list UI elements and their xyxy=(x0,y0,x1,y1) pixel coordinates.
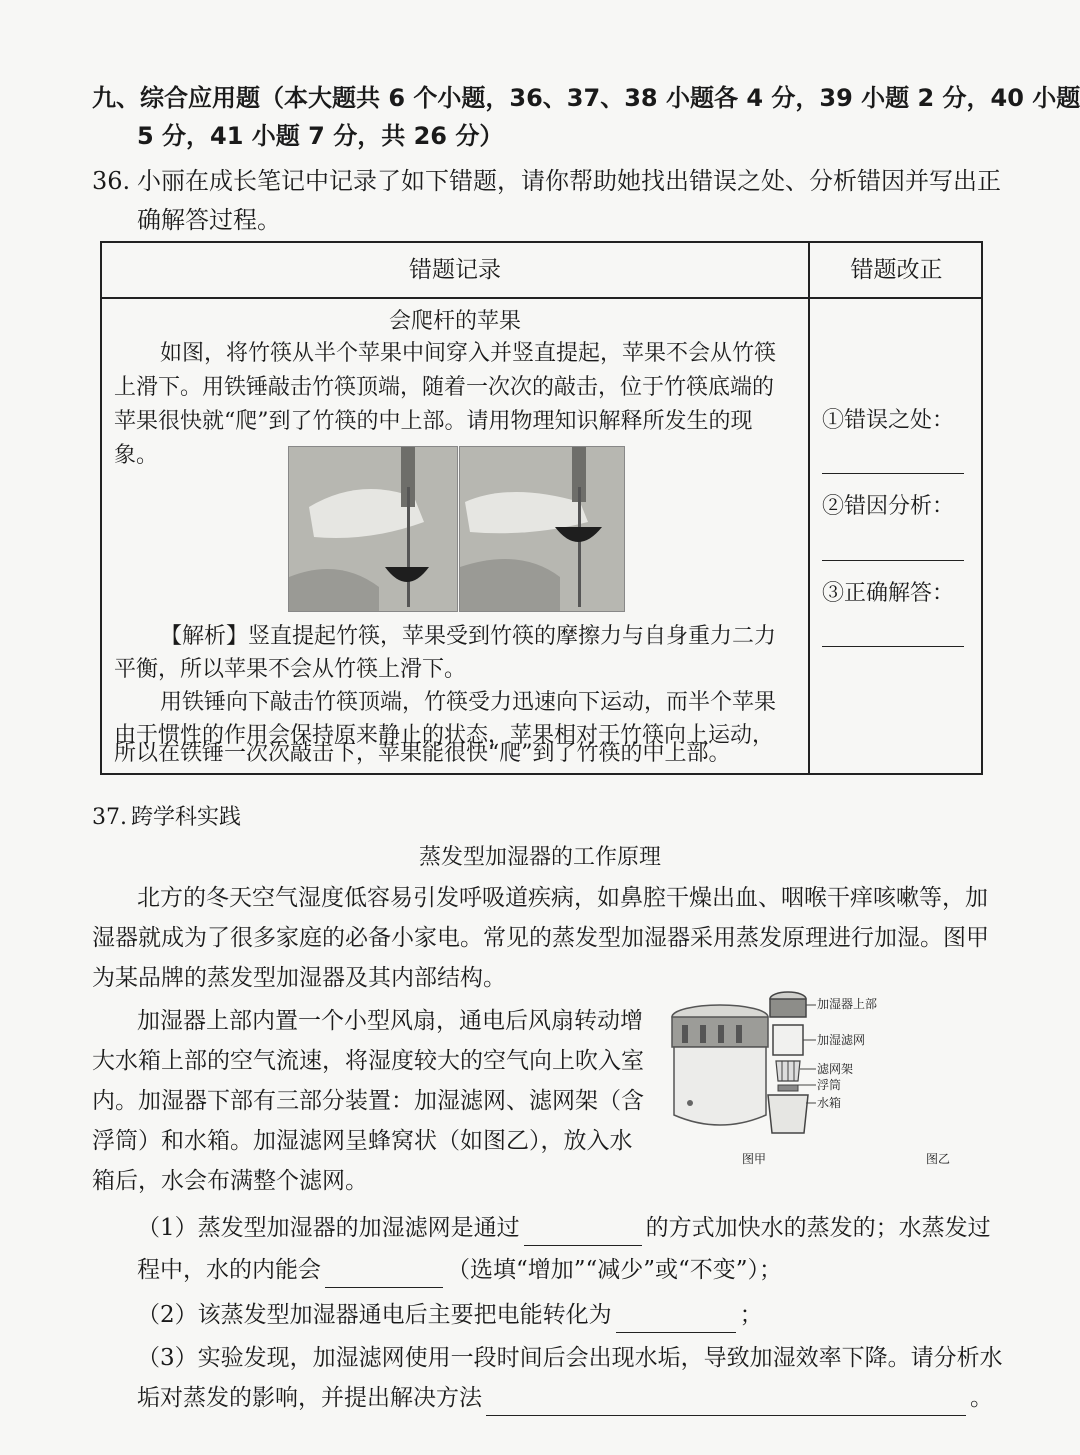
answer-blank[interactable] xyxy=(822,560,964,561)
sub3-line2 xyxy=(137,1380,993,1416)
analysis-line: 用铁锤向下敲击竹筷顶端，竹筷受力迅速向下运动，而半个苹果 xyxy=(160,690,777,715)
analysis-line: 由于惯性的作用会保持原来静止的状态，苹果相对于竹筷向上运动， xyxy=(114,723,775,748)
article-title: 蒸发型加湿器的工作原理 xyxy=(418,845,661,870)
sub2-text-b: ； xyxy=(739,1302,763,1328)
answer-blank[interactable] xyxy=(822,473,964,474)
correction-item-cause: ②错因分析： xyxy=(822,494,955,519)
q36-number: 36. xyxy=(92,167,131,195)
figure-caption-jia: 图甲 xyxy=(742,1152,767,1166)
para1-line: 北方的冬天空气湿度低容易引发呼吸道疾病，如鼻腔干燥出血、咽喉干痒咳嗽等，加 xyxy=(137,885,988,911)
q37-number: 37. xyxy=(92,805,127,830)
figure-label: 滤网架 xyxy=(817,1062,854,1076)
para1-line: 为某品牌的蒸发型加湿器及其内部结构。 xyxy=(92,965,506,991)
correction-item-solution: ③正确解答： xyxy=(822,581,955,606)
figure-label: 加湿器上部 xyxy=(817,997,878,1011)
answer-blank[interactable] xyxy=(822,646,964,647)
sub1-line1 xyxy=(137,1210,991,1246)
sub3-blank[interactable] xyxy=(486,1389,966,1416)
q37-label: 跨学科实践 xyxy=(131,805,242,830)
table-header-divider xyxy=(102,297,981,299)
sub1-text-a: （1）蒸发型加湿器的加湿滤网是通过 xyxy=(137,1215,520,1241)
para2-line: 浮筒）和水箱。加湿滤网呈蜂窝状（如图乙），放入水 xyxy=(92,1128,633,1154)
sub1-blank-2[interactable] xyxy=(325,1261,443,1288)
figure-label: 加湿滤网 xyxy=(817,1033,866,1047)
para1-line: 湿器就成为了很多家庭的必备小家电。常见的蒸发型加湿器采用蒸发原理进行加湿。图甲 xyxy=(92,925,989,951)
sub3-text-b: 。 xyxy=(970,1385,993,1411)
sub3-line1: （3）实验发现，加湿滤网使用一段时间后会出现水垢，导致加湿效率下降。请分析水 xyxy=(137,1345,1003,1371)
record-title: 会爬杆的苹果 xyxy=(388,309,521,334)
q36-stem-line1: 小丽在成长笔记中记录了如下错题，请你帮助她找出错误之处、分析错因并写出正 xyxy=(137,167,1001,195)
para2-line: 加湿器上部内置一个小型风扇，通电后风扇转动增 xyxy=(137,1008,643,1034)
section-heading-line1: 九、综合应用题（本大题共 6 个小题，36、37、38 小题各 4 分，39 小题 2 分，40 小题 xyxy=(92,84,1080,112)
sub2-text-a: （2）该蒸发型加湿器通电后主要把电能转化为 xyxy=(137,1302,612,1328)
para2-line: 箱后，水会布满整个滤网。 xyxy=(92,1168,368,1194)
record-line: 象。 xyxy=(114,443,159,468)
table-column-divider xyxy=(808,243,810,773)
figure-label: 浮筒 xyxy=(817,1078,842,1092)
para2-line: 内。加湿器下部有三部分装置：加湿滤网、滤网架（含 xyxy=(92,1088,644,1114)
figure-caption-yi: 图乙 xyxy=(926,1152,951,1166)
sub1-blank-1[interactable] xyxy=(524,1219,642,1246)
table-header-correction: 错题改正 xyxy=(850,257,943,283)
sub1-text-b: 的方式加快水的蒸发的；水蒸发过 xyxy=(645,1215,991,1241)
correction-item-error: ①错误之处： xyxy=(822,408,955,433)
analysis-line: 所以在铁锤一次次敲击下，苹果能很快“爬”到了竹筷的中上部。 xyxy=(114,741,731,766)
figure-label: 水箱 xyxy=(817,1096,842,1110)
sub1-line2 xyxy=(137,1252,782,1288)
section-heading-line2: 5 分，41 小题 7 分，共 26 分） xyxy=(137,122,504,150)
analysis-line: 平衡，所以苹果不会从竹筷上滑下。 xyxy=(114,657,467,682)
record-line: 苹果很快就“爬”到了竹筷的中上部。请用物理知识解释所发生的现 xyxy=(114,409,753,434)
analysis-line: 【解析】竖直提起竹筷，苹果受到竹筷的摩擦力与自身重力二力 xyxy=(160,624,777,649)
para2-line: 大水箱上部的空气流速，将湿度较大的空气向上吹入室 xyxy=(92,1048,644,1074)
sub1-text-d: （选填“增加”“减少”或“不变”）； xyxy=(447,1257,783,1283)
table-header-record: 错题记录 xyxy=(409,257,501,283)
sub2-blank[interactable] xyxy=(616,1306,736,1333)
sub2-line xyxy=(137,1297,763,1333)
apple-photo-left xyxy=(288,446,458,612)
sub1-text-c: 程中，水的内能会 xyxy=(137,1257,321,1283)
apple-photo-right xyxy=(459,446,625,612)
record-line: 上滑下。用铁锤敲击竹筷顶端，随着一次次的敲击，位于竹筷底端的 xyxy=(114,375,775,400)
record-line: 如图，将竹筷从半个苹果中间穿入并竖直提起，苹果不会从竹筷 xyxy=(160,341,777,366)
q36-stem-line2: 确解答过程。 xyxy=(137,206,281,234)
sub3-text-a: 垢对蒸发的影响，并提出解决方法 xyxy=(137,1385,482,1411)
